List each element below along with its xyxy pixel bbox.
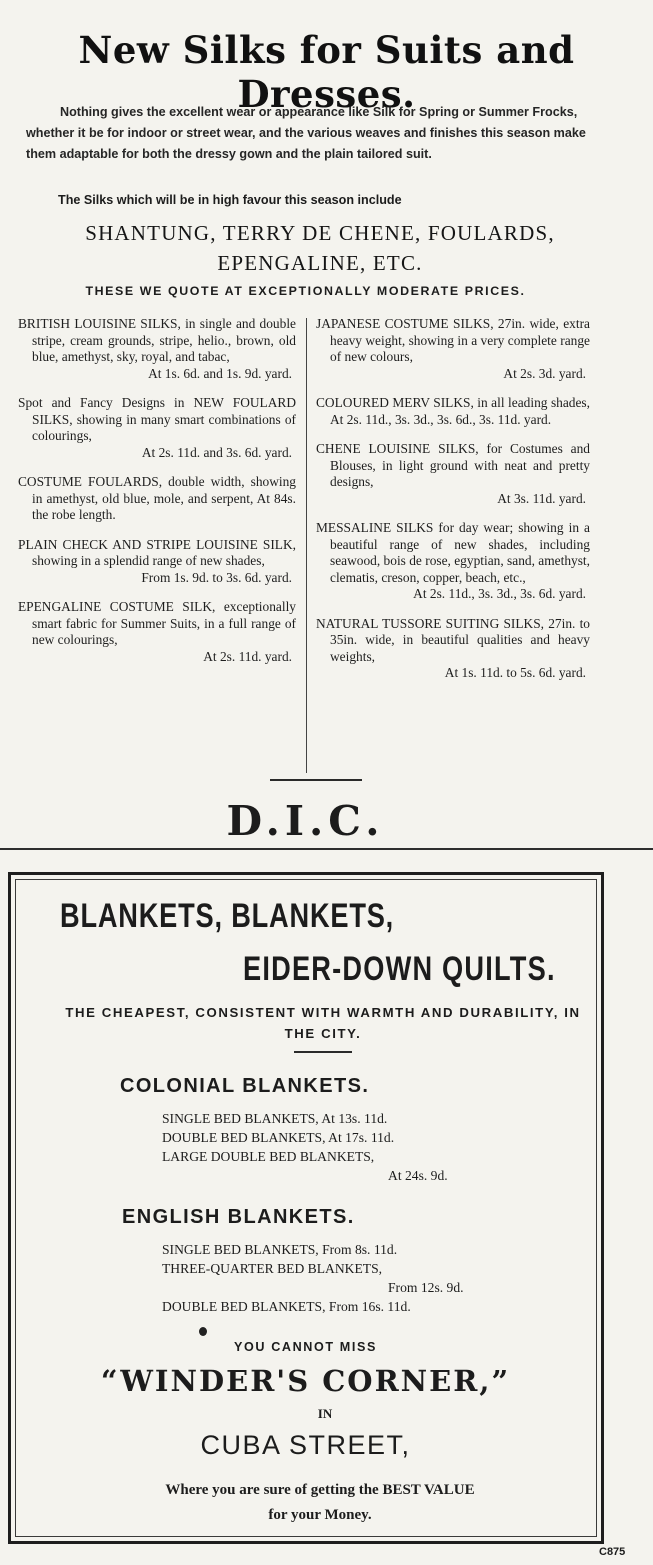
- silk-item-price: At 1s. 6d. and 1s. 9d. yard.: [148, 365, 292, 381]
- colonial-heading: COLONIAL BLANKETS.: [120, 1075, 370, 1097]
- silk-item: [18, 395, 296, 461]
- ad-code: C875: [599, 1546, 626, 1558]
- silk-item: [316, 441, 590, 507]
- store-name: “WINDER'S CORNER,”: [100, 1364, 511, 1398]
- silk-item: [18, 599, 296, 665]
- column-divider: [306, 318, 307, 773]
- colonial-list: [162, 1109, 502, 1185]
- short-rule: [270, 779, 362, 781]
- moderate-prices-line: THESE WE QUOTE AT EXCEPTIONALLY MODERATE PRICES.: [85, 284, 526, 298]
- silk-item: [18, 537, 296, 587]
- colonial-line: SINGLE BED BLANKETS, At 13s. 11d.: [162, 1111, 388, 1126]
- silk-item-price: At 1s. 11d. to 5s. 6d. yard.: [444, 665, 586, 680]
- colonial-line: DOUBLE BED BLANKETS, At 17s. 11d.: [162, 1130, 395, 1145]
- silk-item-price: At 3s. 11d. yard.: [497, 490, 586, 506]
- silk-item-desc: MESSALINE SILKS for day wear; showing in a beautiful range of new shades, including seawood, bois de rose, egyptian, sand, amethyst, clematis, creson, copper, beach, etc.,: [316, 520, 590, 585]
- silk-item-desc: EPENGALINE COSTUME SILK, exceptionally smart fabric for Summer Suits, in a full range of new colourings,: [18, 599, 296, 647]
- english-price: From 12s. 9d.: [388, 1280, 464, 1295]
- eiderdown-headline: EIDER-DOWN QUILTS.: [243, 950, 556, 988]
- cannot-miss-line: YOU CANNOT MISS: [234, 1340, 377, 1354]
- silk-item-desc: COLOURED MERV SILKS, in all leading shades, At 2s. 11d., 3s. 3d., 3s. 6d., 3s. 11d. yard.: [316, 395, 590, 427]
- ink-dot: [199, 1327, 207, 1336]
- silk-item: [316, 520, 590, 603]
- in-word: IN: [317, 1406, 333, 1421]
- silk-item-desc: JAPANESE COSTUME SILKS, 27in. wide, extra heavy weight, showing in a very complete range of new colours,: [316, 316, 590, 364]
- english-heading: ENGLISH BLANKETS.: [122, 1206, 355, 1228]
- silk-item-desc: COSTUME FOULARDS, double width, showing in amethyst, old blue, mole, and serpent, At 84s. the robe length.: [18, 474, 296, 522]
- closing-line1: Where you are sure of getting the BEST VALUE: [165, 1482, 475, 1498]
- english-line: THREE-QUARTER BED BLANKETS,: [162, 1261, 383, 1276]
- silk-item: [316, 316, 590, 382]
- featured-silks: [20, 218, 620, 278]
- silk-item: [316, 616, 590, 682]
- silk-item: [316, 395, 590, 428]
- silks-ad-title: New Silks for Suits and Dresses.: [78, 28, 575, 116]
- english-line: DOUBLE BED BLANKETS, From 16s. 11d.: [162, 1299, 411, 1314]
- ad-separator: [0, 848, 653, 850]
- street-name: CUBA STREET,: [200, 1430, 411, 1460]
- closing-line2: for your Money.: [268, 1507, 372, 1523]
- silks-favour-line: The Silks which will be in high favour this season include: [58, 193, 402, 207]
- closing-text: [0, 1478, 640, 1528]
- colonial-line: LARGE DOUBLE BED BLANKETS,: [162, 1149, 375, 1164]
- silks-right-column: [316, 316, 590, 695]
- silk-item-price: From 1s. 9d. to 3s. 6d. yard.: [141, 569, 292, 585]
- silk-item-desc: BRITISH LOUISINE SILKS, in single and double stripe, cream grounds, stripe, helio., brown, old blue, amethyst, sky, royal, and tabac,: [18, 316, 296, 364]
- silk-item-price: At 2s. 11d. yard.: [203, 648, 292, 664]
- silk-item: [18, 316, 296, 382]
- featured-silks-line2: EPENGALINE, ETC.: [217, 251, 423, 275]
- silk-item-desc: Spot and Fancy Designs in NEW FOULARD SILKS, showing in many smart combinations of colourings,: [18, 395, 296, 443]
- english-list: [162, 1240, 502, 1316]
- dic-signature: D.I.C.: [226, 797, 385, 845]
- silk-item-desc: CHENE LOUISINE SILKS, for Costumes and Blouses, in light ground with neat and pretty designs,: [316, 441, 590, 489]
- silks-intro-paragraph: Nothing gives the excellent wear or appearance like Silk for Spring or Summer Frocks, whether it be for indoor or street wear, and the various weaves and finishes this season make them adaptable for both the dressy gown and the plain tailored suit.: [26, 105, 586, 161]
- colonial-price: At 24s. 9d.: [388, 1168, 448, 1183]
- silk-item: [18, 474, 296, 524]
- silk-item-price: At 2s. 11d., 3s. 3d., 3s. 6d. yard.: [413, 586, 586, 601]
- featured-silks-line1: SHANTUNG, TERRY DE CHENE, FOULARDS,: [85, 221, 555, 245]
- cheapest-tagline: THE CHEAPEST, CONSISTENT WITH WARMTH AND DURABILITY, IN THE CITY.: [65, 1005, 581, 1041]
- silk-item-desc: PLAIN CHECK AND STRIPE LOUISINE SILK, showing in a splendid range of new shades,: [18, 536, 296, 568]
- silk-item-desc: NATURAL TUSSORE SUITING SILKS, 27in. to 35in. wide, in beautiful qualities and heavy weights,: [316, 615, 590, 664]
- blankets-headline: BLANKETS, BLANKETS,: [60, 897, 395, 935]
- silk-item-price: At 2s. 11d. and 3s. 6d. yard.: [141, 444, 292, 460]
- silks-left-column: [18, 316, 296, 678]
- mid-rule: [294, 1051, 352, 1053]
- silk-item-price: At 2s. 3d. yard.: [503, 365, 586, 381]
- english-line: SINGLE BED BLANKETS, From 8s. 11d.: [162, 1242, 398, 1257]
